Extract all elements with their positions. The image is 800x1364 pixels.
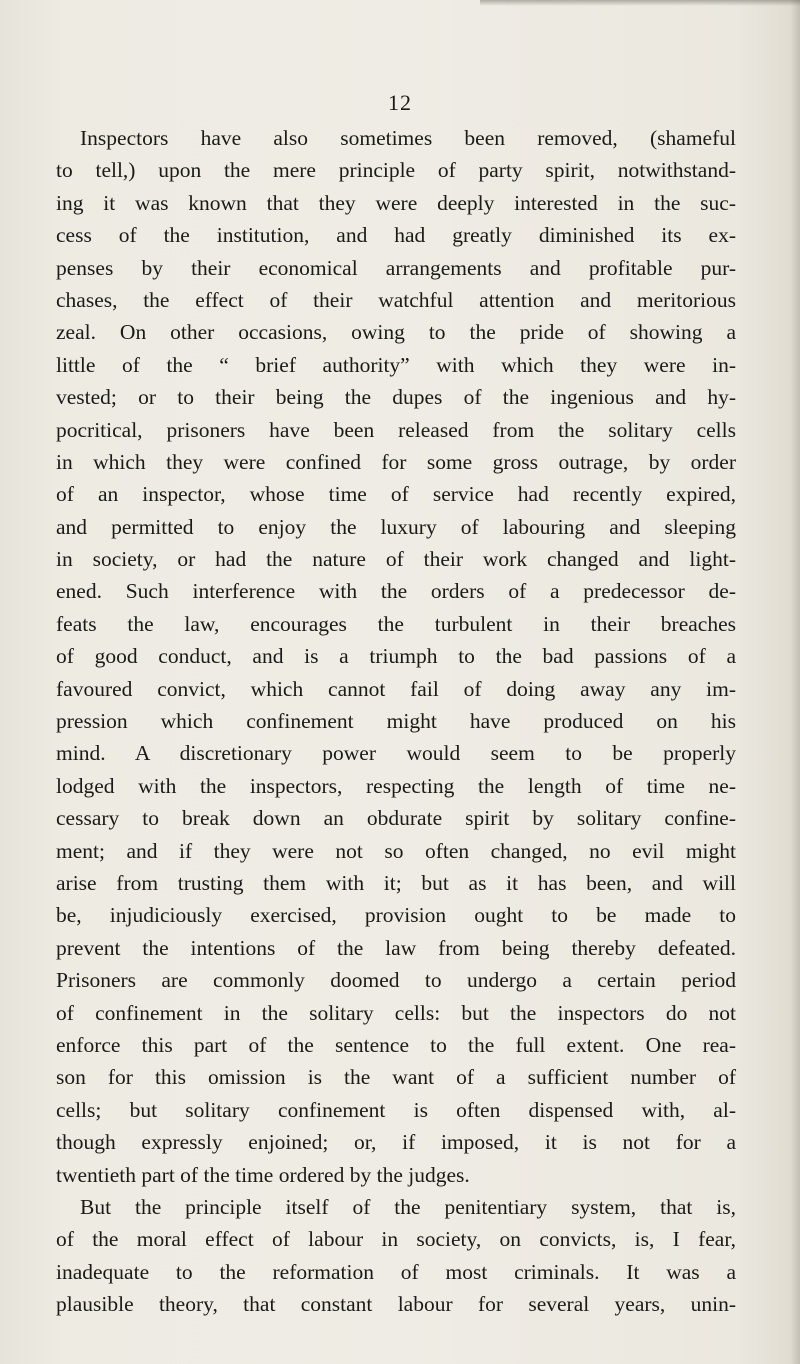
text-line: and permitted to enjoy the luxury of labouring and sleeping bbox=[56, 514, 736, 539]
text-line: twentieth part of the time ordered by the judges. bbox=[56, 1162, 470, 1187]
text-line: prevent the intentions of the law from being thereby defeated. bbox=[56, 935, 736, 960]
text-line: feats the law, encourages the turbulent in their breaches bbox=[56, 611, 736, 636]
text-line: enforce this part of the sentence to the full extent. One rea- bbox=[56, 1032, 736, 1057]
text-line: chases, the effect of their watchful attention and meritorious bbox=[56, 287, 736, 312]
text-line: favoured convict, which cannot fail of doing away any im- bbox=[56, 676, 736, 701]
text-line: lodged with the inspectors, respecting the length of time ne- bbox=[56, 773, 736, 798]
page-top-shadow bbox=[480, 0, 800, 6]
text-line: son for this omission is the want of a sufficient number of bbox=[56, 1065, 736, 1090]
text-line: though expressly enjoined; or, if imposed, it is not for a bbox=[56, 1130, 736, 1155]
text-line: cells; but solitary confinement is often dispensed with, al- bbox=[56, 1097, 736, 1122]
text-line: inadequate to the reformation of most criminals. It was a bbox=[56, 1259, 736, 1284]
text-line: in society, or had the nature of their work changed and light- bbox=[56, 547, 736, 572]
text-line: cessary to break down an obdurate spirit by solitary confine- bbox=[56, 806, 736, 831]
text-line: be, injudiciously exercised, provision ought to be made to bbox=[56, 903, 736, 928]
text-line: little of the “ brief authority” with which they were in- bbox=[56, 352, 736, 377]
text-line: of confinement in the solitary cells: but the inspectors do not bbox=[56, 1000, 736, 1025]
page-right-edge bbox=[790, 0, 800, 1364]
text-line: of the moral effect of labour in society, on convicts, is, I fear, bbox=[56, 1227, 736, 1252]
text-line: zeal. On other occasions, owing to the pride of showing a bbox=[56, 320, 736, 345]
text-line: to tell,) upon the mere principle of party spirit, notwithstand- bbox=[56, 158, 736, 183]
text-line: Inspectors have also sometimes been removed, (shameful bbox=[80, 126, 736, 150]
text-line: pocritical, prisoners have been released from the solitary cells bbox=[56, 417, 736, 442]
text-line: cess of the institution, and had greatly diminished its ex- bbox=[56, 223, 736, 248]
text-line: ment; and if they were not so often changed, no evil might bbox=[56, 838, 736, 863]
text-line: arise from trusting them with it; but as it has been, and will bbox=[56, 870, 736, 895]
text-line: ing it was known that they were deeply interested in the suc- bbox=[56, 190, 736, 215]
text-line: of good conduct, and is a triumph to the bad passions of a bbox=[56, 644, 736, 669]
text-line: penses by their economical arrangements and profitable pur- bbox=[56, 255, 736, 280]
text-line: vested; or to their being the dupes of the ingenious and hy- bbox=[56, 385, 736, 410]
text-line: mind. A discretionary power would seem to be properly bbox=[56, 741, 736, 766]
text-line: ened. Such interference with the orders of a predecessor de- bbox=[56, 579, 736, 604]
text-line: But the principle itself of the penitentiary system, that is, bbox=[80, 1194, 736, 1219]
text-line: of an inspector, whose time of service had recently expired, bbox=[56, 482, 736, 507]
page-number: 12 bbox=[388, 90, 412, 115]
text-line: Prisoners are commonly doomed to undergo a certain period bbox=[56, 968, 736, 993]
text-line: pression which confinement might have produced on his bbox=[56, 709, 736, 734]
text-line: in which they were confined for some gross outrage, by order bbox=[56, 449, 736, 474]
body-text bbox=[56, 122, 736, 1320]
text-line: plausible theory, that constant labour for several years, unin- bbox=[56, 1292, 736, 1317]
